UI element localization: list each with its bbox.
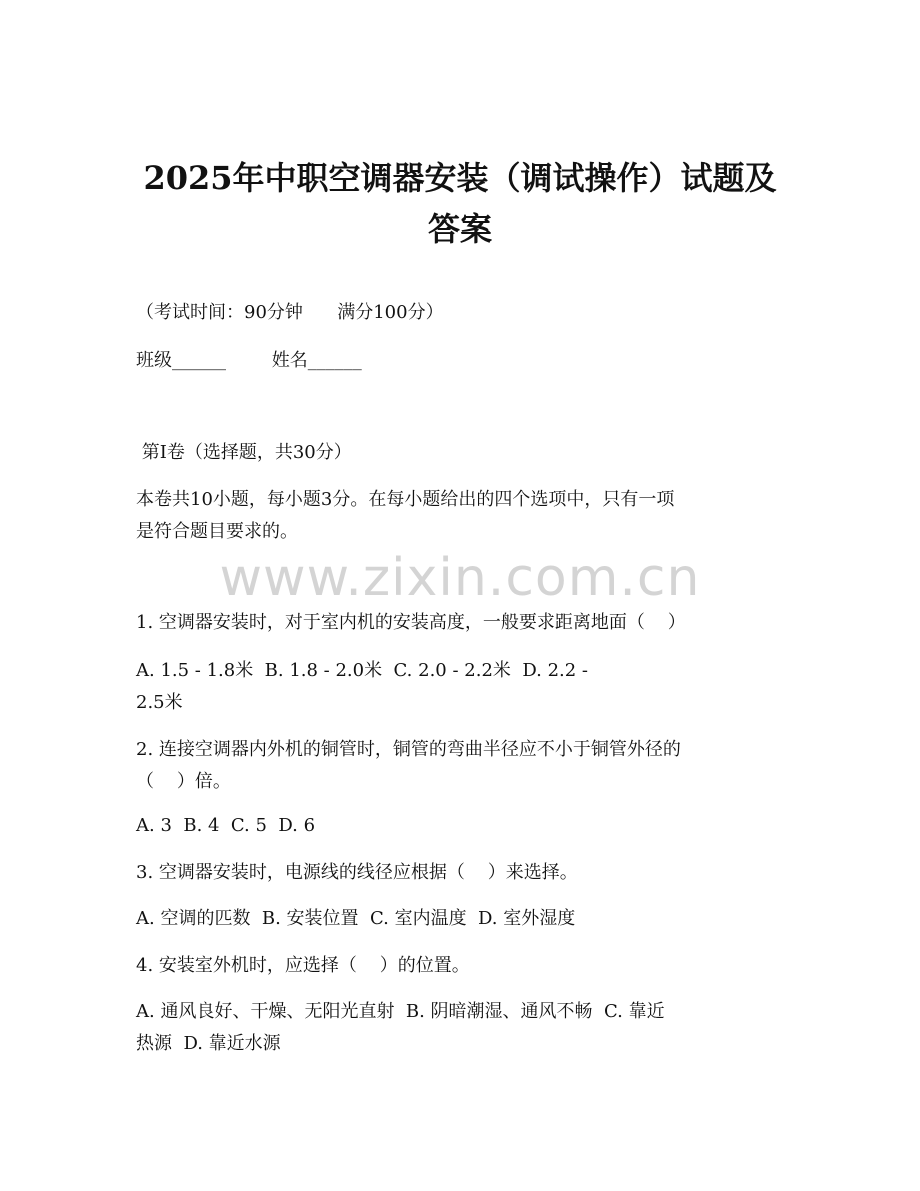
question-2-stem-line-1: 2. 连接空调器内外机的铜管时，铜管的弯曲半径应不小于铜管外径的 (136, 739, 681, 760)
section-heading: 第I卷（选择题，共30分） (136, 442, 352, 463)
question-2-options: A. 3 B. 4 C. 5 D. 6 (136, 815, 316, 836)
instruction-line-1: 本卷共10小题，每小题3分。在每小题给出的四个选项中，只有一项 (136, 489, 675, 510)
question-1-stem: 1. 空调器安装时，对于室内机的安装高度，一般要求距离地面（ ） (136, 612, 686, 633)
question-1-options-line-2: 2.5米 (136, 692, 183, 713)
instruction-line-2: 是符合题目要求的。 (136, 521, 298, 542)
class-name-fields: 班级______ 姓名______ (136, 350, 362, 371)
question-3-options: A. 空调的匹数 B. 安装位置 C. 室内温度 D. 室外湿度 (136, 908, 576, 929)
document-title-line-2: 答案 (427, 210, 492, 248)
document-title-line-1: 2025年中职空调器安装（调试操作）试题及 (143, 159, 777, 197)
question-2-stem-line-2: （ ）倍。 (136, 771, 231, 792)
question-1-options-line-1: A. 1.5 - 1.8米 B. 1.8 - 2.0米 C. 2.0 - 2.2米 D. 2.2 - (136, 660, 589, 681)
question-4-options-line-2: 热源 D. 靠近水源 (136, 1033, 281, 1054)
question-3-stem: 3. 空调器安装时，电源线的线径应根据（ ）来选择。 (136, 862, 578, 883)
question-4-stem: 4. 安装室外机时，应选择（ ）的位置。 (136, 955, 470, 976)
question-4-options-line-1: A. 通风良好、干燥、无阳光直射 B. 阴暗潮湿、通风不畅 C. 靠近 (136, 1001, 665, 1022)
exam-info: （考试时间：90分钟 满分100分） (136, 302, 444, 323)
watermark: www.zixin.com.cn (219, 548, 701, 608)
